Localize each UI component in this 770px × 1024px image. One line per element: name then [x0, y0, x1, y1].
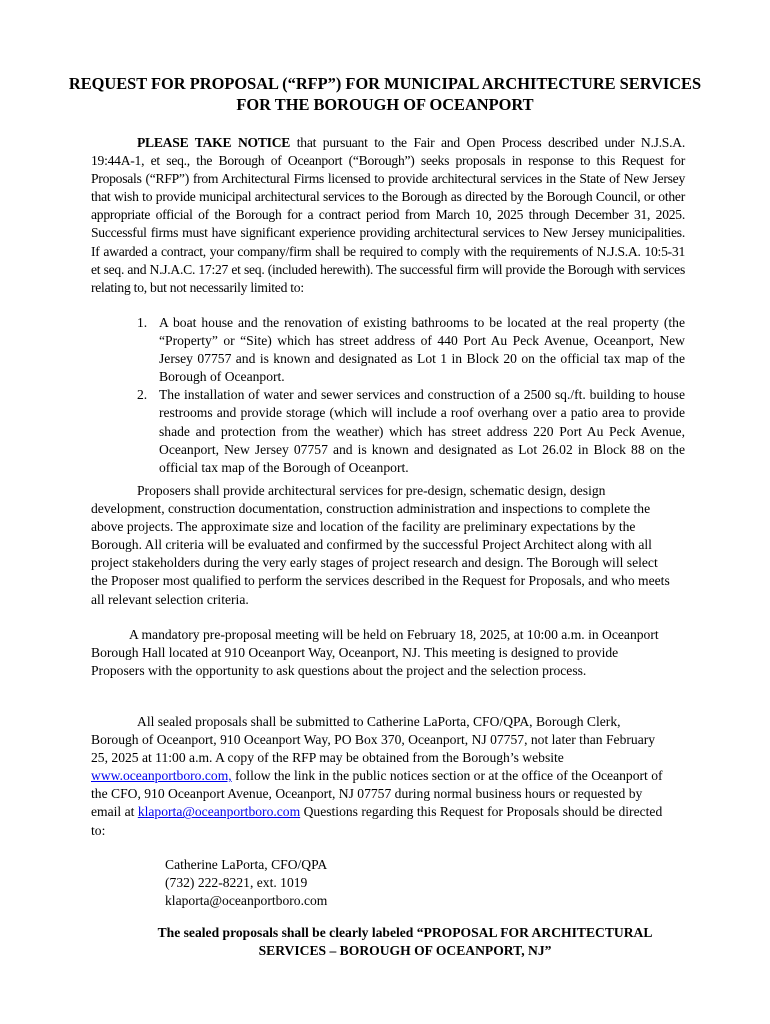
website-link[interactable]: www.oceanportboro.com, [91, 768, 232, 784]
contact-name: Catherine LaPorta, CFO/QPA [165, 857, 328, 872]
title-line-1: REQUEST FOR PROPOSAL (“RFP”) FOR MUNICIPAL ARCHITECTURE SERVICES [68, 74, 702, 93]
closing-statement [100, 924, 710, 960]
closing-line-2: SERVICES – BOROUGH OF OCEANPORT, NJ” [258, 943, 552, 959]
list-item-number: 2. [137, 387, 148, 403]
list-item [91, 314, 685, 386]
proposers-text: Proposers shall provide architectural services for pre-design, schematic design, design development, construction documentation, construction administration and inspections to complete the above projects. The approximate size and location of the facility are preliminary expectations by the Borough. All criteria will be evaluated and confirmed by the successful Project Architect along with all project stakeholders during the very early stages of project research and design. The Borough will select the Proposer most qualified to perform the services described in the Request for Proposals, and who meets all relevant selection criteria. [91, 483, 670, 607]
list-item [91, 386, 685, 476]
submission-text-2: follow the link in the public notices section or at the office of the Oceanport of the CFO, 910 Oceanport Avenue, Oceanport, NJ 07757 during normal business hours or requested by email at [91, 768, 663, 820]
list-item-number: 1. [137, 315, 148, 330]
meeting-text: A mandatory pre-proposal meeting will be held on February 18, 2025, at 10:00 a.m. in Oceanport Borough Hall located at 910 Oceanport Way, Oceanport, NJ. This meeting is designed to provide Proposers with the opportunity to ask questions about the project and the selection process. [91, 627, 659, 679]
contact-phone: (732) 222-8221, ext. 1019 [165, 875, 308, 891]
email-link[interactable]: klaporta@oceanportboro.com [137, 804, 301, 820]
notice-paragraph [91, 134, 685, 297]
list-item-text: A boat house and the renovation of existing bathrooms to be located at the real property (the “Property” or “Site) which has street address of 440 Port Au Peck Avenue, Oceanport, New Jersey 07757 and is known and designated as Lot 1 in Block 20 on the official tax map of the Borough of Oceanport. [159, 315, 685, 385]
submission-text-1: All sealed proposals shall be submitted to Catherine LaPorta, CFO/QPA, Borough Clerk, Borough of Oceanport, 910 Oceanport Way, PO Box 370, Oceanport, NJ 07757, not later than February 25, 2025 at 11:00 a.m. A copy of the RFP may be obtained from the Borough’s website [91, 714, 656, 766]
contact-block [165, 856, 327, 910]
closing-line-1: The sealed proposals shall be clearly labeled “PROPOSAL FOR ARCHITECTURAL [157, 925, 653, 940]
title-line-2: FOR THE BOROUGH OF OCEANPORT [236, 95, 534, 114]
submission-paragraph [91, 713, 671, 840]
services-list [91, 314, 685, 477]
notice-lead: PLEASE TAKE NOTICE [137, 135, 291, 150]
list-item-text: The installation of water and sewer services and construction of a 2500 sq./ft. building to house restrooms and provide storage (which will include a roof overhang over a patio area to provide shade and protection from the weather) which has street address 220 Port Au Peck Avenue, Oceanport, New Jersey 07757 and is known and designated as Lot 26.02 in Block 88 on the official tax map of the Borough of Oceanport. [159, 387, 685, 475]
contact-email: klaporta@oceanportboro.com [165, 893, 328, 909]
notice-body: that pursuant to the Fair and Open Process described under N.J.S.A. 19:44A-1, et seq., the Borough of Oceanport (“Borough”) seeks proposals in response to this Request for Proposals (“RFP”) from Architectural Firms licensed to provide architectural services in the State of New Jersey that wish to provide municipal architectural services to the Borough as directed by the Borough Council, or other appropriate official of the Borough for a contract period from March 10, 2025 through December 31, 2025. Successful firms must have significant experience providing architectural services to New Jersey municipalities. If awarded a contract, your company/firm shall be required to comply with the requirements of N.J.S.A. 10:5-31 et seq. and N.J.A.C. 17:27 et seq. (included herewith). The successful firm will provide the Borough with services relating to, but not necessarily limited to: [91, 135, 685, 295]
meeting-paragraph [91, 626, 671, 680]
document-title [30, 73, 740, 115]
proposers-paragraph [91, 482, 671, 609]
submission-text-3: Questions regarding this Request for Proposals should be directed to: [91, 804, 663, 838]
